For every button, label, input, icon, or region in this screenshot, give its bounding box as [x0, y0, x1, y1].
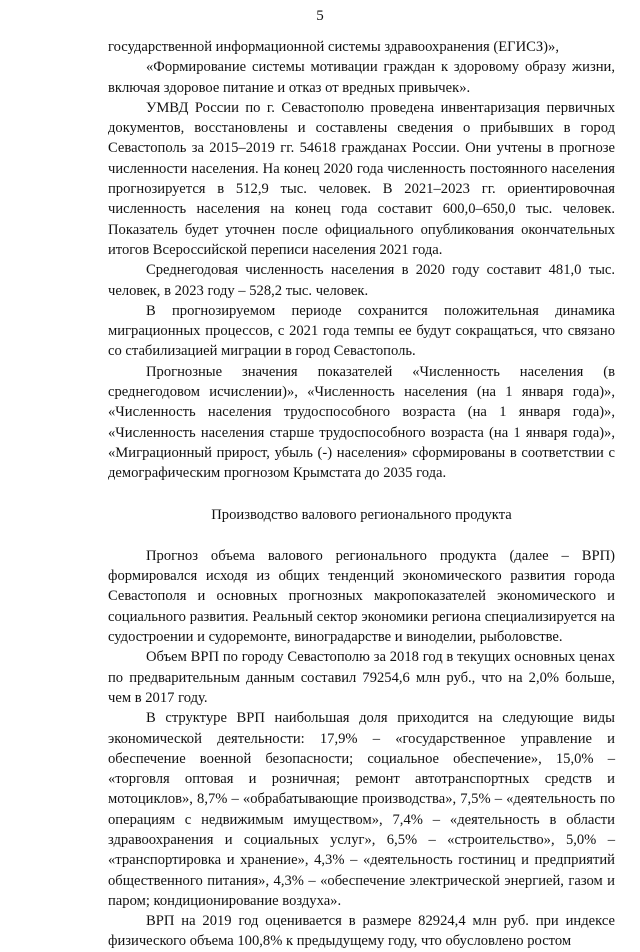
paragraph: Прогнозные значения показателей «Численность населения (в среднегодовом исчислении)», «Численность населения (на 1 января года)», «Численность населения трудоспособного возраста (на 1 января года)», «Численность населения старше трудоспособного возраста (на 1 января года)», «Миграционный прирост, убыль (-) населения» сформированы в соответствии с демографическим прогнозом Крымстата до 2035 года. — [108, 363, 615, 482]
paragraph: УМВД России по г. Севастополю проведена инвентаризация первичных документов, восстановлены и составлены сведения о прибывших в город Севастополь за 2015–2019 гг. 54618 гражданах России. Они учтены в прогнозе численности населения. На конец 2020 года численность постоянного населения прогнозируется в 512,9 тыс. человек. В 2021–2023 гг. ориентировочная численность населения на конец года составит 600,0–650,0 тыс. человек. Показатель будет уточнен после официального опубликования окончательных итогов Всероссийской переписи населения 2021 года. — [108, 99, 615, 258]
paragraph: ВРП на 2019 год оценивается в размере 82924,4 млн руб. при индексе физического объема 100,8% к предыдущему году, что обусловлено ростом — [108, 913, 615, 950]
page-number: 5 — [316, 8, 324, 24]
paragraph: Объем ВРП по городу Севастополю за 2018 год в текущих основных ценах по предварительным данным составил 79254,6 млн руб., что на 2,0% больше, чем в 2017 году. — [108, 649, 615, 706]
paragraph: «Формирование системы мотивации граждан к здоровому образу жизни, включая здоровое питание и отказ от вредных привычек». — [108, 59, 615, 96]
paragraph: В структуре ВРП наибольшая доля приходится на следующие виды экономической деятельности: 17,9% – «государственное управление и обеспечение военной безопасности; социальное обеспечение», 15,0% – «торговля оптовая и розничная; ремонт автотранспортных средств и мотоциклов», 8,7% – «обрабатывающие производства», 7,5% – «деятельность по операциям с недвижимым имуществом», 7,4% – «деятельность в области здравоохранения и социальных услуг», 6,5% – «строительство», 5,0% – «транспортировка и хранение», 4,3% – «деятельность гостиниц и предприятий общественного питания», 4,3% – «обеспечение электрической энергией, газом и паром; кондиционирование воздуха». — [108, 710, 615, 909]
paragraph: Прогноз объема валового регионального продукта (далее – ВРП) формировался исходя из общих тенденций экономического развития города Севастополя и основных прогнозных макропоказателей экономического и социального развития. Реальный сектор экономики региона специализируется на судостроении и судоремонте, виноградарстве и виноделии, рыболовстве. — [108, 547, 615, 646]
document-body — [108, 37, 615, 952]
paragraph-continuation: государственной информационной системы здравоохранения (ЕГИСЗ)», — [108, 39, 559, 55]
paragraph: В прогнозируемом периоде сохранится положительная динамика миграционных процессов, с 2021 года темпы ее будут сокращаться, что связано со стабилизацией миграции в город Севастополь. — [108, 302, 615, 360]
section-heading: Производство валового регионального продукта — [211, 506, 512, 523]
paragraph: Среднегодовая численность населения в 2020 году составит 481,0 тыс. человек, в 2023 году – 528,2 тыс. человек. — [108, 262, 615, 299]
